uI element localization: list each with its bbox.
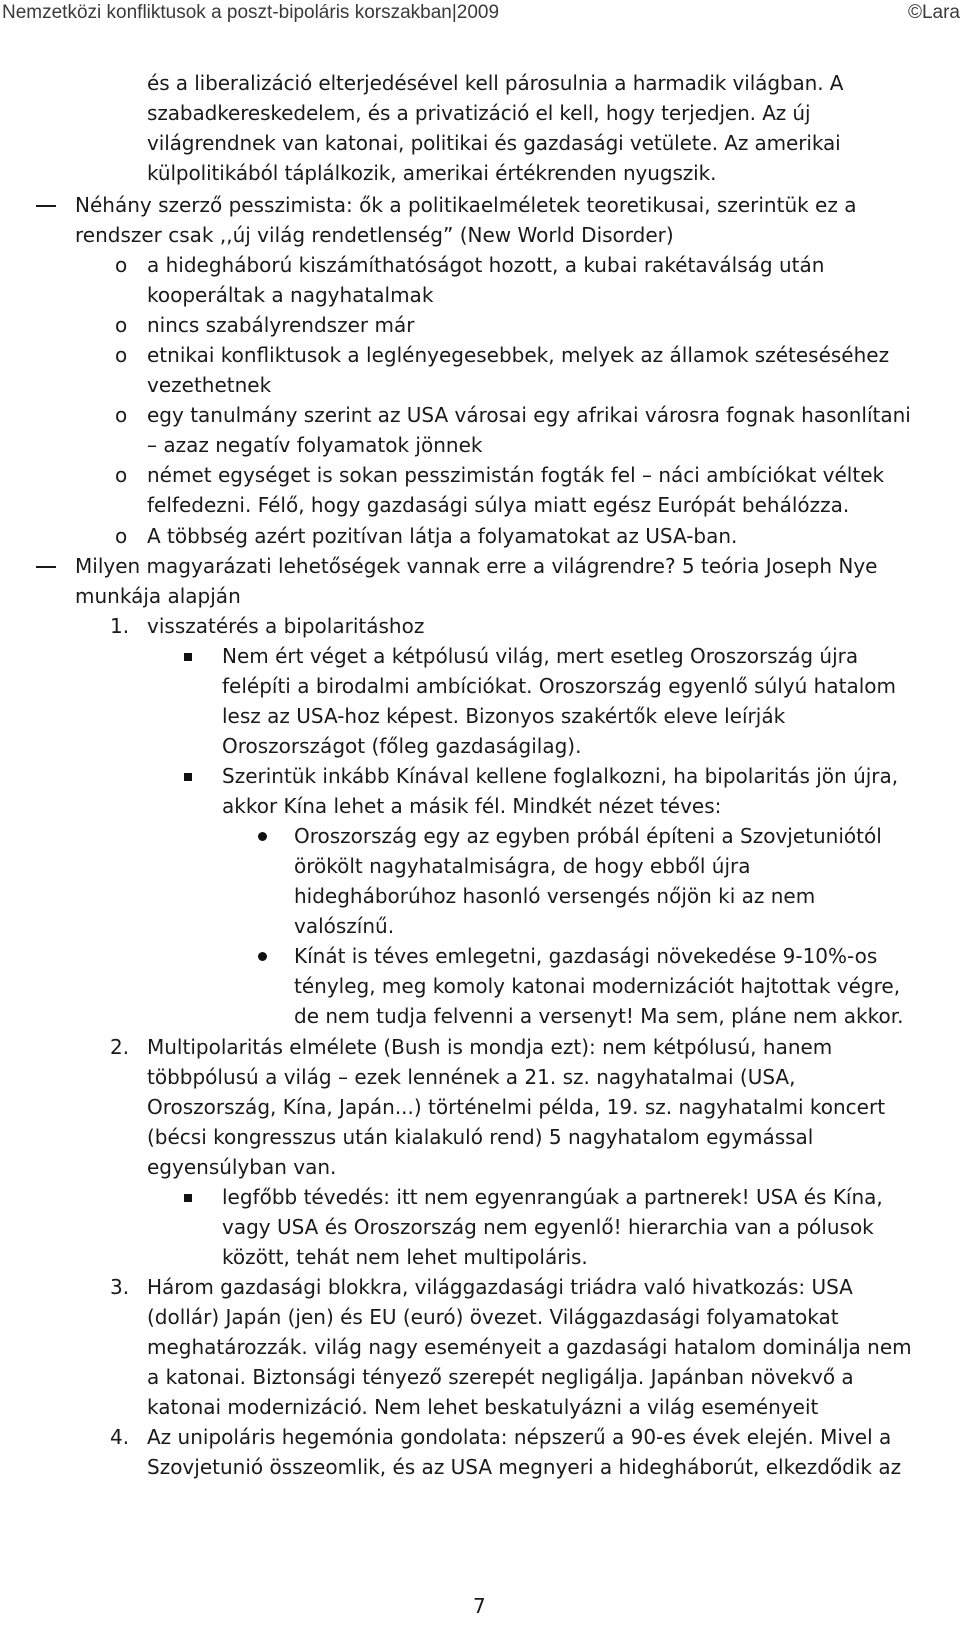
sub-line: német egységet is sokan pesszimistán fogták fel – náci ambíciókat véltek — [147, 463, 885, 487]
sub-line: a hidegháború kiszámíthatóságot hozott, a kubai rakétaválság után — [147, 253, 825, 277]
item-line: Oroszország, Kína, Japán...) történelmi példa, 19. sz. nagyhatalmi koncert — [147, 1095, 886, 1119]
square-line: akkor Kína lehet a másik fél. Mindkét nézet téves: — [222, 794, 722, 818]
item-line: (dollár) Japán (jen) és EU (euró) övezet. Világgazdasági folyamatokat — [147, 1305, 839, 1329]
item-line: egyensúlyban van. — [147, 1155, 337, 1179]
intro-line: világrendnek van katonai, politikai és gazdasági vetülete. Az amerikai — [147, 131, 841, 155]
list-number: 2. — [110, 1035, 130, 1059]
item-line: meghatározzák. világ nagy eseményeit a gazdasági hatalom dominálja nem — [147, 1335, 912, 1359]
bullet-line: valószínű. — [294, 914, 395, 938]
square-line: Oroszországot (főleg gazdaságilag). — [222, 734, 582, 758]
square-line: Nem ért véget a kétpólusú világ, mert esetleg Oroszország újra — [222, 644, 859, 668]
circle-marker: o — [115, 313, 128, 337]
intro-line: szabadkereskedelem, és a privatizáció el kell, hogy terjedjen. Az új — [147, 101, 811, 125]
item-line: Három gazdasági blokkra, világgazdasági triádra való hivatkozás: USA — [147, 1275, 853, 1299]
item-line: Szovjetunió összeomlik, és az USA megnyeri a hidegháborút, elkezdődik az — [147, 1455, 902, 1479]
dash1-line: rendszer csak ,,új világ rendetlenség” (New World Disorder) — [75, 223, 674, 247]
sub-line: nincs szabályrendszer már — [147, 313, 415, 337]
square-line: lesz az USA-hoz képest. Bizonyos szakértők eleve leírják — [222, 704, 786, 728]
circle-marker: o — [115, 343, 128, 367]
author-copyright: ©Lara — [907, 2, 960, 23]
square-bullet — [184, 1194, 192, 1202]
item-line: a katonai. Biztonsági tényező szerepét negligálja. Japánban növekvő a — [147, 1365, 854, 1389]
square-line: felépíti a birodalmi ambíciókat. Oroszország egyenlő súlyú hatalom — [222, 674, 896, 698]
square-line: Szerintük inkább Kínával kellene foglalkozni, ha bipolaritás jön újra, — [222, 764, 899, 788]
dash-bullet — [36, 566, 56, 568]
sub-line: vezethetnek — [147, 373, 272, 397]
square-line: vagy USA és Oroszország nem egyenlő! hierarchia van a pólusok — [222, 1215, 874, 1239]
sub-line: felfedezni. Félő, hogy gazdasági súlya miatt egész Európát behálózza. — [147, 493, 850, 517]
item-line: Multipolaritás elmélete (Bush is mondja ezt): nem kétpólusú, hanem — [147, 1035, 833, 1059]
sub-line: etnikai konfliktusok a leglényegesebbek, melyek az államok széteséséhez — [147, 343, 890, 367]
bullet-line: hidegháborúhoz hasonló versengés nőjön ki az nem — [294, 884, 816, 908]
circle-marker: o — [115, 524, 128, 548]
sub-line: kooperáltak a nagyhatalmak — [147, 283, 434, 307]
sub-line: – azaz negatív folyamatok jönnek — [147, 433, 483, 457]
circle-marker: o — [115, 463, 128, 487]
dash2-line: Milyen magyarázati lehetőségek vannak erre a világrendre? 5 teória Joseph Nye — [75, 554, 878, 578]
page-header — [0, 0, 960, 30]
list-number: 3. — [110, 1275, 130, 1299]
list-number: 1. — [110, 614, 130, 638]
bullet-line: örökölt nagyhatalmiságra, de hogy ebből újra — [294, 854, 751, 878]
bullet-line: Kínát is téves emlegetni, gazdasági növekedése 9-10%-os — [294, 944, 878, 968]
dash1-line: Néhány szerző pesszimista: ők a politikaelméletek teoretikusai, szerintük ez a — [75, 193, 857, 217]
item-line: Az unipoláris hegemónia gondolata: népszerű a 90-es évek elején. Mivel a — [147, 1425, 892, 1449]
item-line: katonai modernizáció. Nem lehet beskatulyázni a világ eseményeit — [147, 1395, 819, 1419]
item-line: (bécsi kongresszus után kialakuló rend) 5 nagyhatalom egymással — [147, 1125, 814, 1149]
intro-line: és a liberalizáció elterjedésével kell párosulnia a harmadik világban. A — [147, 71, 844, 95]
bullet-line: de nem tudja felvenni a versenyt! Ma sem, pláne nem akkor. — [294, 1004, 904, 1028]
sub-line: egy tanulmány szerint az USA városai egy afrikai városra fognak hasonlítani — [147, 403, 911, 427]
document-title: Nemzetközi konfliktusok a poszt-bipoláris korszakban|2009 — [2, 2, 500, 23]
bullet-line: tényleg, meg komoly katonai modernizációt hajtottak végre, — [294, 974, 901, 998]
bullet-line: Oroszország egy az egyben próbál építeni a Szovjetuniótól — [294, 824, 882, 848]
list-number: 4. — [110, 1425, 130, 1449]
circle-marker: o — [115, 403, 128, 427]
item-line: többpólusú a világ – ezek lennének a 21. sz. nagyhatalmai (USA, — [147, 1065, 796, 1089]
sub-line: A többség azért pozitívan látja a folyamatokat az USA-ban. — [147, 524, 738, 548]
circle-marker: o — [115, 253, 128, 277]
square-bullet — [184, 773, 192, 781]
round-bullet — [258, 832, 267, 841]
item-line: visszatérés a bipolaritáshoz — [147, 614, 425, 638]
dash-bullet — [36, 205, 56, 207]
page-number: 7 — [473, 1594, 486, 1618]
dash2-line: munkája alapján — [75, 584, 241, 608]
intro-line: külpolitikából táplálkozik, amerikai értékrenden nyugszik. — [147, 161, 717, 185]
square-line: között, tehát nem lehet multipoláris. — [222, 1245, 588, 1269]
square-bullet — [184, 653, 192, 661]
round-bullet — [258, 952, 267, 961]
square-line: legfőbb tévedés: itt nem egyenrangúak a partnerek! USA és Kína, — [222, 1185, 883, 1209]
